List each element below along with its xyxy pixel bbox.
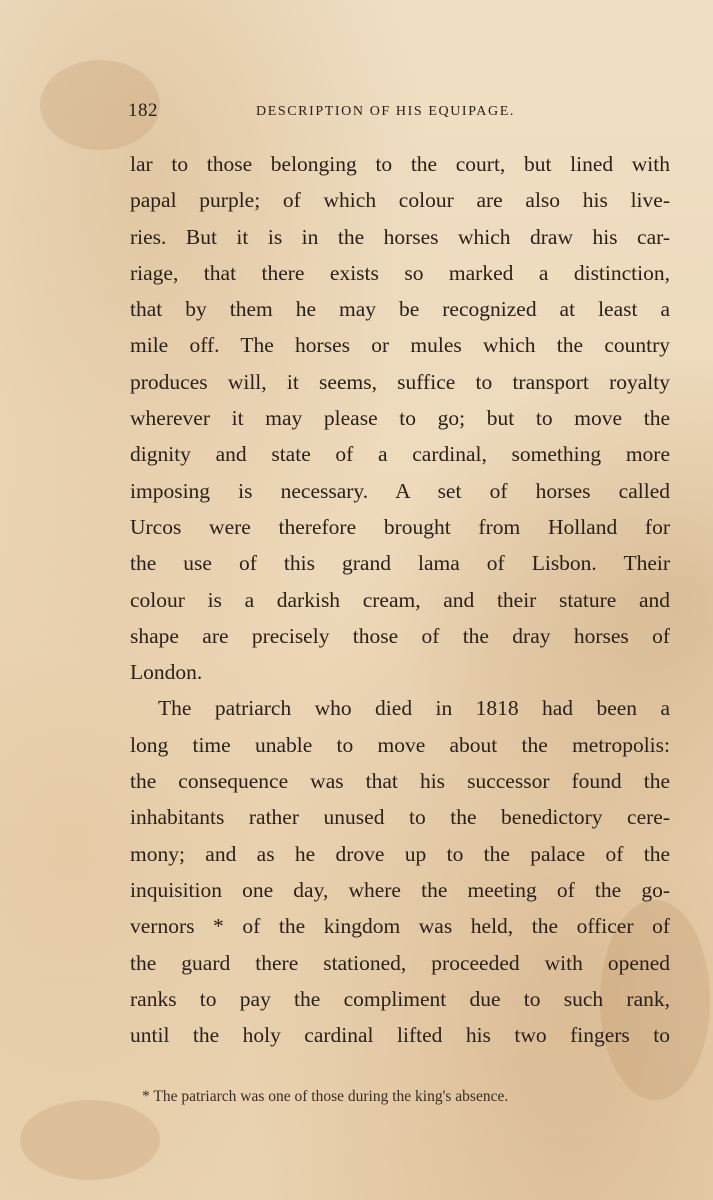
text-line: vernors * of the kingdom was held, the officer of <box>130 914 670 939</box>
page-header <box>128 100 670 126</box>
text-line: long time unable to move about the metropolis: <box>130 732 670 757</box>
text-line: the consequence was that his successor found the <box>130 769 670 794</box>
text-line: shape are precisely those of the dray horses of <box>130 623 670 648</box>
text-line: wherever it may please to go; but to move the <box>130 406 670 431</box>
text-line: mony; and as he drove up to the palace of the <box>130 841 670 866</box>
text-line: inquisition one day, where the meeting of the go- <box>130 877 670 902</box>
text-line: ries. But it is in the horses which draw his car- <box>130 224 670 249</box>
body-text <box>130 146 670 1053</box>
paper-stain <box>20 1100 160 1180</box>
text-line: that by them he may be recognized at least a <box>130 297 670 322</box>
text-line: the use of this grand lama of Lisbon. Their <box>130 551 670 576</box>
text-line: dignity and state of a cardinal, something more <box>130 442 670 467</box>
footnote: * The patriarch was one of those during the king's absence. <box>142 1088 509 1105</box>
text-line: The patriarch who died in 1818 had been a <box>158 696 670 721</box>
text-line: riage, that there exists so marked a distinction, <box>130 260 670 285</box>
text-line: colour is a darkish cream, and their stature and <box>130 587 670 612</box>
text-line: until the holy cardinal lifted his two fingers to <box>130 1023 670 1048</box>
text-line: mile off. The horses or mules which the country <box>130 333 670 358</box>
text-line: papal purple; of which colour are also his live- <box>130 188 670 213</box>
text-line: inhabitants rather unused to the benedictory cere- <box>130 805 670 830</box>
text-line: London. <box>130 660 203 685</box>
text-line: Urcos were therefore brought from Holland for <box>130 514 670 539</box>
text-line: the guard there stationed, proceeded with opened <box>130 950 670 975</box>
text-line: imposing is necessary. A set of horses called <box>130 478 670 503</box>
text-line: ranks to pay the compliment due to such rank, <box>130 986 670 1011</box>
text-line: lar to those belonging to the court, but lined with <box>130 152 670 176</box>
page-number: 182 <box>128 100 158 121</box>
text-line: produces will, it seems, suffice to transport royalty <box>130 369 670 394</box>
running-head: DESCRIPTION OF HIS EQUIPAGE. <box>256 104 515 119</box>
